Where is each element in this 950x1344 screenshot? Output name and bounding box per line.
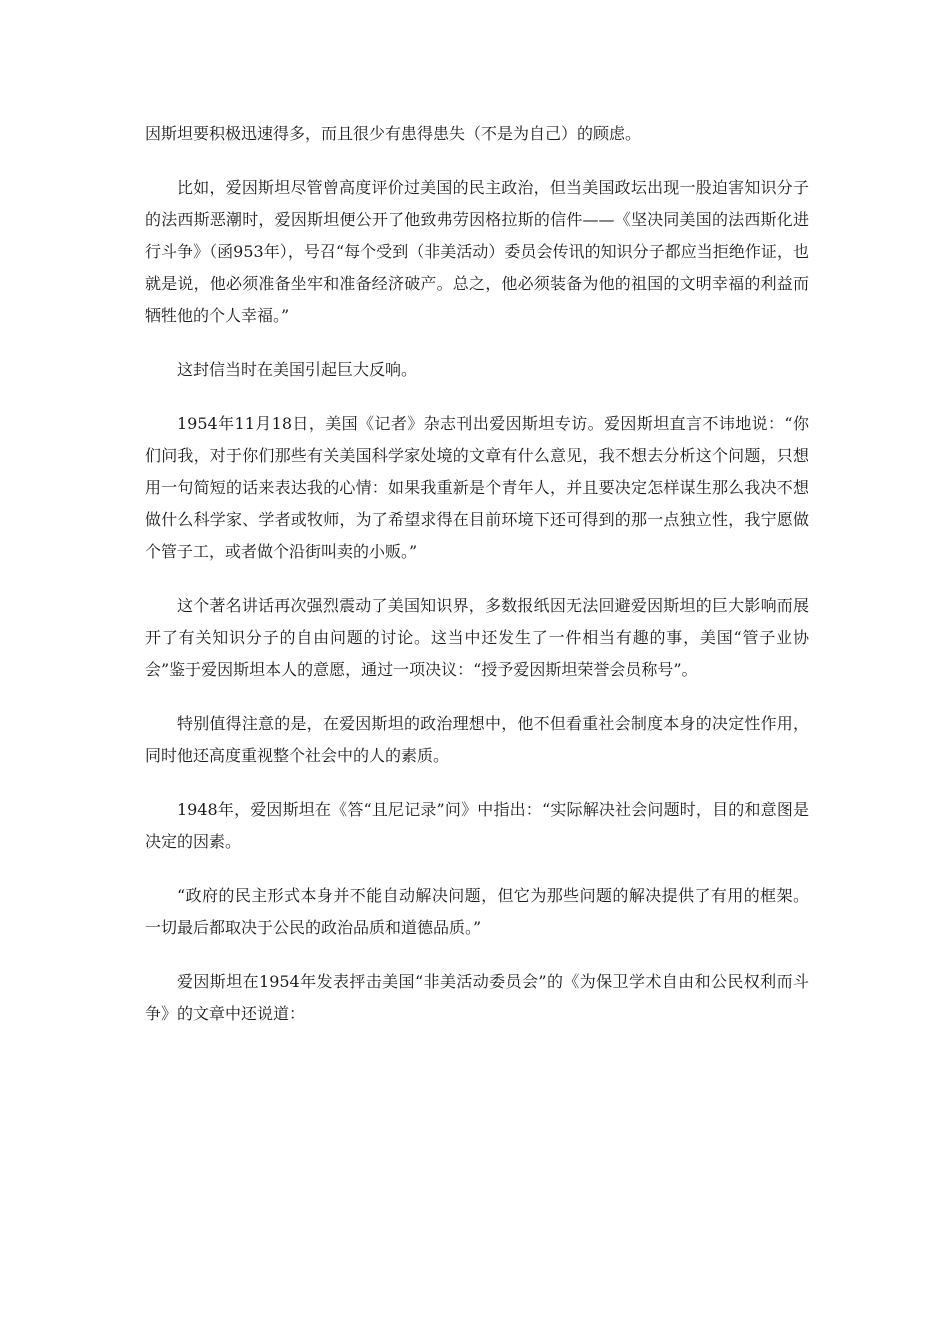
paragraph-continuation: 因斯坦要积极迅速得多，而且很少有患得患失（不是为自己）的顾虑。	[145, 124, 642, 143]
paragraph-quote: “政府的民主形式本身并不能自动解决问题，但它为那些问题的解决提供了有用的框架。一切最后都取决于公民的政治品质和道德品质。”	[145, 886, 809, 937]
document-body	[145, 118, 809, 1052]
paragraph: 1954年11月18日，美国《记者》杂志刊出爱因斯坦专访。爱因斯坦直言不讳地说：“你们问我，对于你们那些有关美国科学家处境的文章有什么意见，我不想去分析这个问题，只想用一句简短的话来表达我的心情：如果我重新是个青年人，并且要决定怎样谋生那么我决不想做什么科学家、学者或牧师，为了希望求得在目前环境下还可得到的那一点独立性，我宁愿做个管子工，或者做个沿街叫卖的小贩。”	[145, 414, 809, 561]
paragraph: 爱因斯坦在1954年发表抨击美国“非美活动委员会”的《为保卫学术自由和公民权利而斗争》的文章中还说道：	[145, 972, 809, 1023]
paragraph: 这封信当时在美国引起巨大反响。	[177, 360, 418, 379]
paragraph: 1948年，爱因斯坦在《答“且尼记录”问》中指出：“实际解决社会问题时，目的和意图是决定的因素。	[145, 800, 809, 851]
paragraph: 特别值得注意的是，在爱因斯坦的政治理想中，他不但看重社会制度本身的决定性作用，同时他还高度重视整个社会中的人的素质。	[145, 714, 809, 765]
paragraph: 这个著名讲话再次强烈震动了美国知识界，多数报纸因无法回避爱因斯坦的巨大影响而展开了有关知识分子的自由问题的讨论。这当中还发生了一件相当有趣的事，美国“管子业协会”鉴于爱因斯坦本人的意愿，通过一项决议：“授予爱因斯坦荣誉会员称号”。	[145, 596, 809, 679]
paragraph: 比如，爱因斯坦尽管曾高度评价过美国的民主政治，但当美国政坛出现一股迫害知识分子的法西斯恶潮时，爱因斯坦便公开了他致弗劳因格拉斯的信件——《坚决同美国的法西斯化进行斗争》（函953年），号召“每个受到（非美活动）委员会传讯的知识分子都应当拒绝作证，也就是说，他必须准备坐牢和准备经济破产。总之，他必须装备为他的祖国的文明幸福的利益而牺牲他的个人幸福。”	[145, 178, 809, 325]
